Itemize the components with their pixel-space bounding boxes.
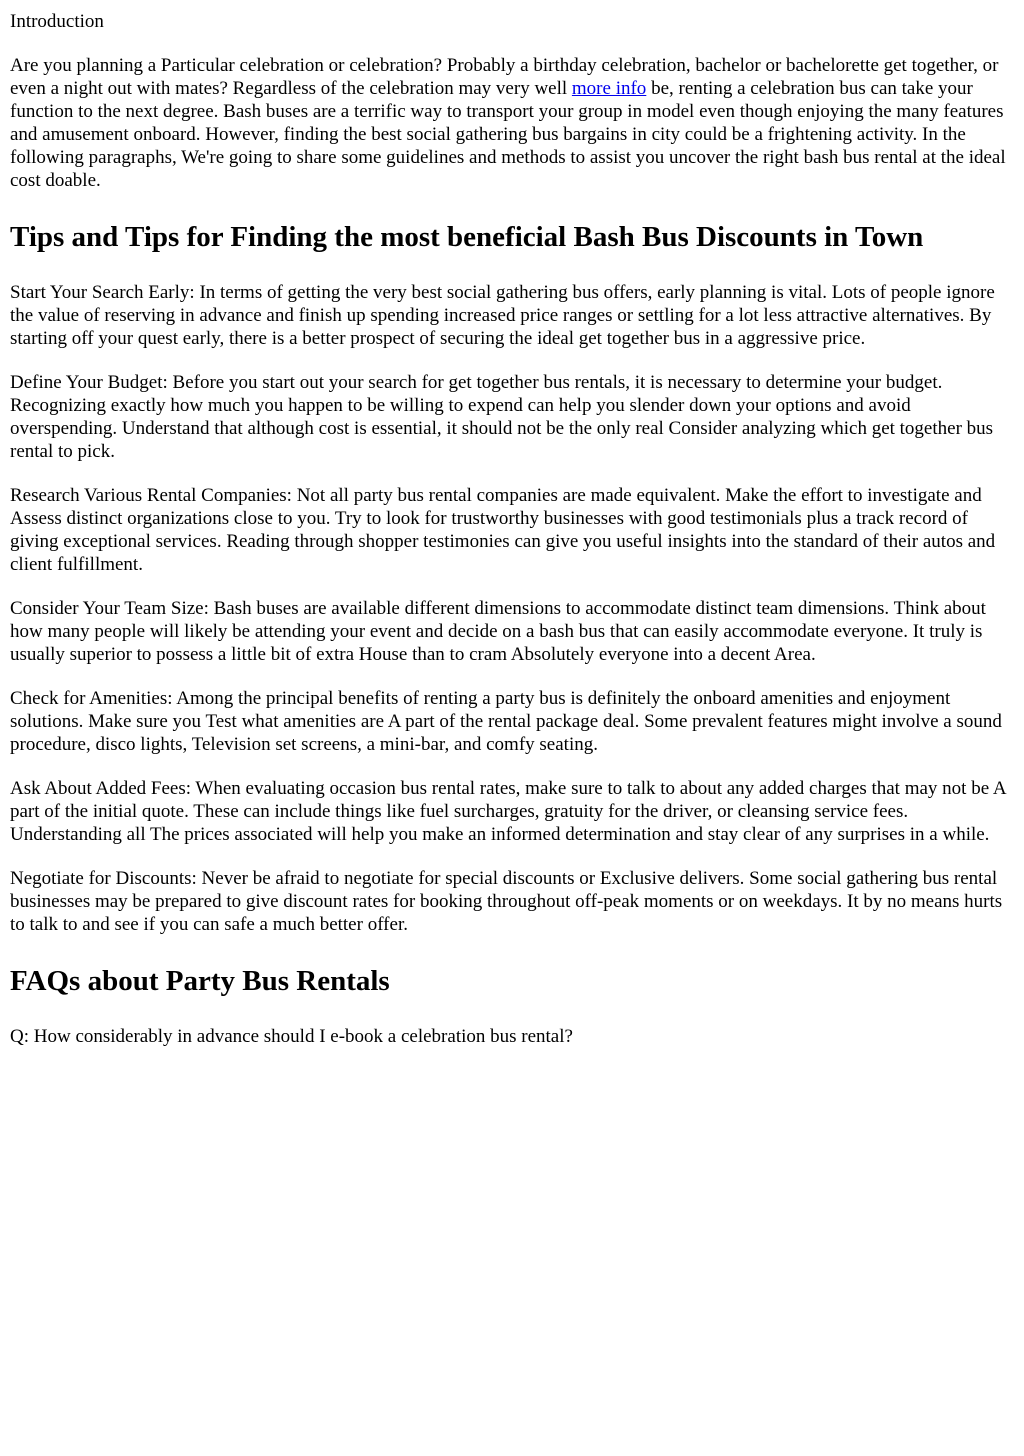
tip-team-size: Consider Your Team Size: Bash buses are available different dimensions to accommodate distinct team dimensions. Think about how many people will likely be attending your event and decide on a bash bus that can easily accommodate everyone. It truly is usually superior to possess a little bit of extra House than to cram Absolutely everyone into a decent Area.: [10, 598, 986, 665]
tips-heading: Tips and Tips for Finding the most beneficial Bash Bus Discounts in Town: [10, 221, 924, 253]
tip-define-budget: Define Your Budget: Before you start out your search for get together bus rentals, it is necessary to determine your budget. Recognizing exactly how much you happen to be willing to expend can help you slender down your options and avoid overspending. Understand that although cost is essential, it should not be the only real Consider analyzing which get together bus rental to pick.: [10, 372, 994, 462]
intro-text-before-link: Are you planning a Particular celebration or celebration? Probably a birthday celebration, bachelor or bachelorette get together, or even a night out with mates? Regardless of the celebration may very well: [10, 55, 999, 99]
faq-heading: FAQs about Party Bus Rentals: [10, 965, 390, 997]
tip-amenities: Check for Amenities: Among the principal benefits of renting a party bus is definitely the onboard amenities and enjoyment solutions. Make sure you Test what amenities are A part of the rental package deal. Some prevalent features might involve a sound procedure, disco lights, Television set screens, a mini-bar, and comfy seating.: [10, 688, 1002, 755]
tip-negotiate: Negotiate for Discounts: Never be afraid to negotiate for special discounts or Exclusive delivers. Some social gathering bus rental businesses may be prepared to give discount rates for booking throughout off-peak moments or on weekdays. It by no means hurts to talk to and see if you can safe a much better offer.: [10, 868, 1003, 935]
intro-label: Introduction: [10, 11, 104, 32]
faq-question-1: Q: How considerably in advance should I e-book a celebration bus rental?: [10, 1026, 573, 1047]
more-info-link[interactable]: more info: [571, 78, 647, 99]
document-page: [0, 10, 1024, 1048]
intro-text-after-link: be, renting a celebration bus can take your function to the next degree. Bash buses are a terrific way to transport your group in model even though enjoying the many features and amusement onboard. However, finding the best social gathering bus bargains in city could be a frightening activity. In the following paragraphs, We're going to share some guidelines and methods to assist you uncover the right bash bus rental at the ideal cost doable.: [10, 78, 1006, 191]
tip-research-companies: Research Various Rental Companies: Not all party bus rental companies are made equivalent. Make the effort to investigate and Assess distinct organizations close to you. Try to look for trustworthy businesses with good testimonials plus a track record of giving exceptional services. Reading through shopper testimonies can give you useful insights into the standard of their autos and client fulfillment.: [10, 485, 996, 575]
tip-search-early: Start Your Search Early: In terms of getting the very best social gathering bus offers, early planning is vital. Lots of people ignore the value of reserving in advance and finish up spending increased price ranges or settling for a lot less attractive alternatives. By starting off your quest early, there is a better prospect of securing the ideal get together bus in a aggressive price.: [10, 282, 995, 349]
intro-paragraph: [10, 54, 1014, 192]
tip-added-fees: Ask About Added Fees: When evaluating occasion bus rental rates, make sure to talk to about any added charges that may not be A part of the initial quote. These can include things like fuel surcharges, gratuity for the driver, or cleansing service fees. Understanding all The prices associated will help you make an informed determination and stay clear of any surprises in a while.: [10, 778, 1006, 845]
